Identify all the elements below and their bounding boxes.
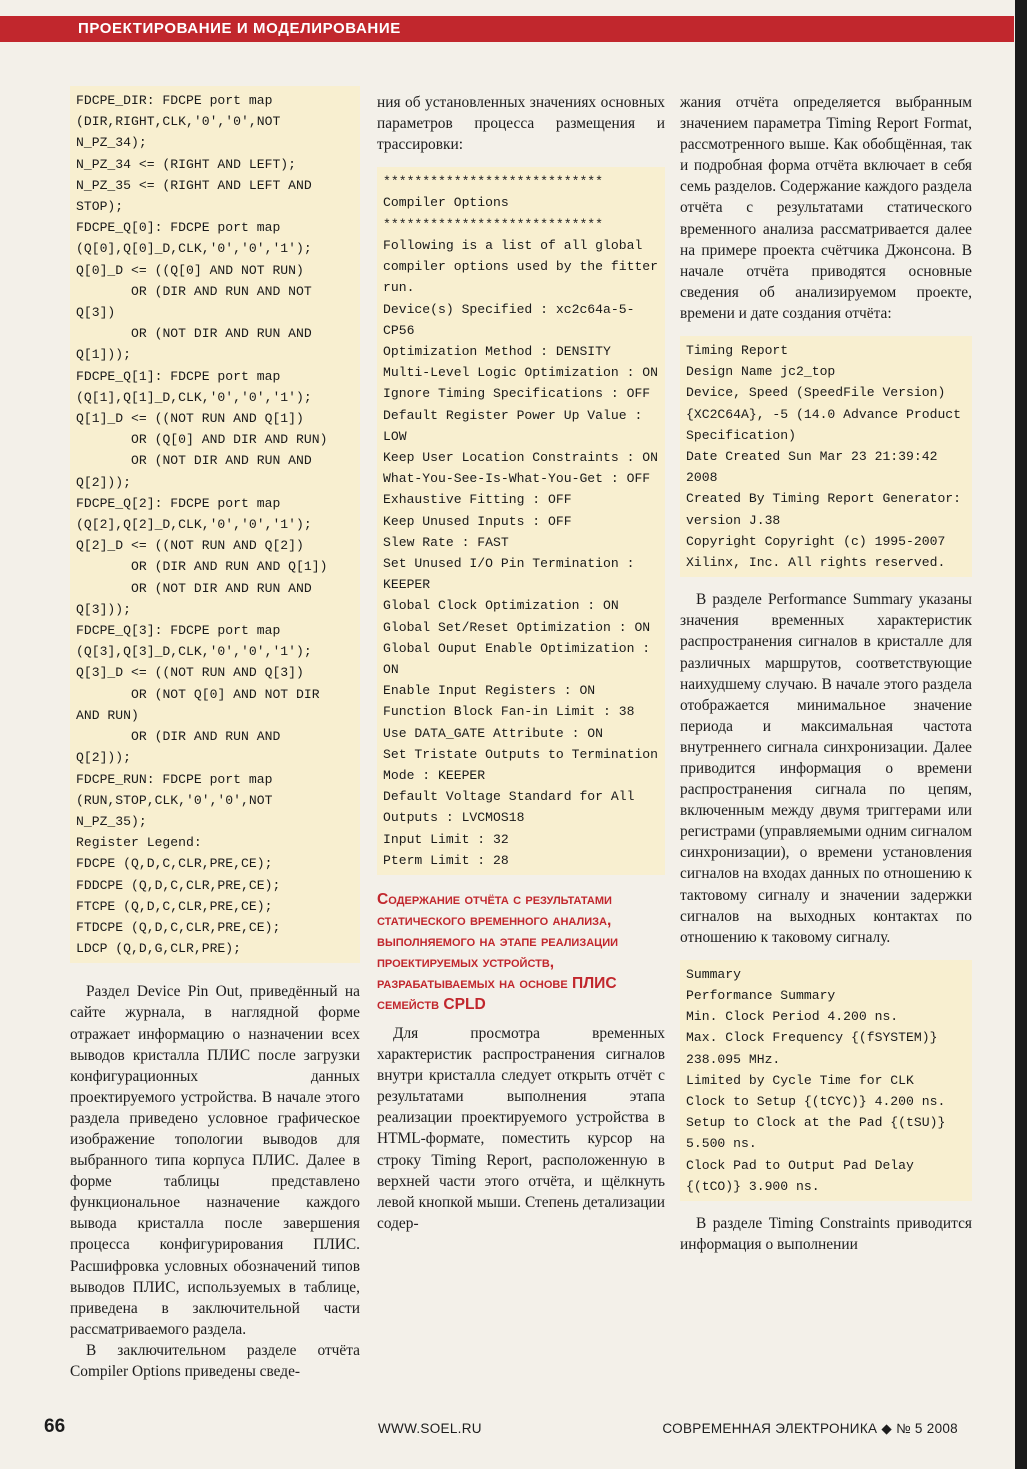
code-line: Enable Input Registers : ON	[383, 683, 596, 699]
code-line: FDCPE_Q[2]: FDCPE port map	[76, 495, 281, 511]
code-line: Design Name jc2_top	[686, 364, 836, 380]
code-line: Optimization Method : DENSITY	[383, 343, 611, 359]
website-link: WWW.SOEL.RU	[378, 1421, 482, 1436]
code-line: (Q[2],Q[2]_D,CLK,'0','0','1');	[76, 517, 312, 533]
netlist-code-block	[70, 86, 360, 963]
code-line: Ignore Timing Specifications : OFF	[383, 386, 651, 402]
page-edge	[1015, 0, 1027, 1469]
code-line: Q[3]));	[76, 601, 132, 617]
compiler-options-intro: В заключительном разделе отчёта Compiler Options приведены сведе-	[70, 1341, 360, 1381]
code-line: Q[2]));	[76, 474, 132, 490]
code-line: Keep User Location Constraints : ON	[383, 449, 659, 465]
performance-summary-paragraph: В разделе Performance Summary указаны значения временных характеристик распространения сигналов в кристалле для различных маршрутов, соответствующие наихудшему случаю. В начале этого раздела отображается минимальное значение периода и максимальная частота внутреннего сигнала синхронизации. Далее приводится информация о времени распространения сигнала по цепям, включенным между двумя триггерами или регистрами (управляемыми одним сигналом синхронизации), о времени установления сигналов на входах данных по отношению к тактовому сигналу и значении задержки сигналов на выходных контактах по отношению к таковому сигналу.	[680, 591, 972, 946]
code-line: Device, Speed (SpeedFile Version) {XC2C64A}, -5 (14.0 Advance Product Specification)	[686, 385, 969, 443]
code-line: Use DATA_GATE Attribute : ON	[383, 725, 604, 741]
col2-lead-text: ния об установленных значениях основных параметров процесса размещения и трассировки:	[377, 94, 665, 154]
code-line: Summary	[686, 966, 742, 982]
code-line: Q[1]_D <= ((NOT RUN AND Q[1])	[76, 411, 304, 427]
code-line: LDCP (Q,D,G,CLR,PRE);	[76, 941, 242, 957]
code-line: Created By Timing Report Generator: version J.38	[686, 491, 969, 528]
code-line: OR (Q[0] AND DIR AND RUN)	[76, 432, 328, 448]
code-line: Compiler Options	[383, 195, 509, 211]
device-pin-out-paragraph: Раздел Device Pin Out, приведённый на сайте журнала, в наглядной форме отражает информацию о назначении всех выводов кристалла ПЛИС после загрузки конфигурационных данных проектируемого устройства. В начале этого раздела приведено условное графическое изображение топологии выводов для выбранного типа корпуса ПЛИС. Далее в форме таблицы представлено функциональное назначение каждого вывода кристалла после завершения процесса конфигурирования ПЛИС. Расшифровка условных обозначений типов выводов ПЛИС, используемых в таблице, приведена в заключительной части рассматриваемого раздела.	[70, 983, 360, 1338]
code-line: OR (NOT Q[0] AND NOT DIR	[76, 686, 320, 702]
code-line: FDCPE_DIR: FDCPE port map	[76, 93, 273, 108]
column-right	[680, 86, 972, 1255]
code-line: Copyright Copyright (c) 1995-2007 Xilinx, Inc. All rights reserved.	[686, 533, 954, 571]
code-line: (DIR,RIGHT,CLK,'0','0',NOT	[76, 114, 281, 130]
code-line: Register Legend:	[76, 835, 202, 851]
code-line: Setup to Clock at the Pad {(tSU)} 5.500 ns.	[686, 1115, 954, 1152]
timing-constraints-paragraph: В разделе Timing Constraints приводится информация о выполнении	[680, 1215, 972, 1254]
code-line: FDDCPE (Q,D,C,CLR,PRE,CE);	[76, 877, 281, 893]
code-line: Global Set/Reset Optimization : ON	[383, 619, 651, 635]
page-number: 66	[44, 1416, 66, 1437]
col1-text	[70, 981, 360, 1382]
code-line: Performance Summary	[686, 988, 836, 1004]
code-line: FDCPE_RUN: FDCPE port map	[76, 771, 273, 787]
code-line: (Q[0],Q[0]_D,CLK,'0','0','1');	[76, 241, 312, 257]
code-line: Default Voltage Standard for All Outputs : LVCMOS18	[383, 789, 643, 826]
code-line: Timing Report	[686, 343, 789, 359]
code-line: Keep Unused Inputs : OFF	[383, 513, 572, 529]
section-title: ПРОЕКТИРОВАНИЕ И МОДЕЛИРОВАНИЕ	[78, 20, 401, 37]
code-line: Max. Clock Frequency {(fSYSTEM)} 238.095 MHz.	[686, 1030, 946, 1067]
code-line: AND RUN)	[76, 707, 139, 723]
code-line: OR (DIR AND RUN AND Q[1])	[76, 559, 328, 575]
code-line: Default Register Power Up Value : LOW	[383, 407, 651, 444]
code-line: STOP);	[76, 199, 124, 215]
col3-lead-text: жания отчёта определяется выбранным значением параметра Timing Report Format, рассмотренного выше. Как обобщённая, так и подробная форма отчёта включает в себя семь разделов. Содержание каждого раздела отчёта с результатами статического временного анализа рассматривается далее на примере проекта счётчика Джонсона. В начале отчёта приводятся основные сведения об анализируемом проекте, времени и дате создания отчёта:	[680, 94, 972, 322]
code-line: OR (DIR AND RUN AND	[76, 729, 281, 745]
code-line: Clock Pad to Output Pad Delay {(tCO)} 3.900 ns.	[686, 1157, 922, 1194]
code-line: Limited by Cycle Time for CLK	[686, 1072, 914, 1088]
code-line: Q[2]_D <= ((NOT RUN AND Q[2])	[76, 538, 304, 554]
col2-text	[377, 1023, 665, 1234]
code-line: FTCPE (Q,D,C,CLR,PRE,CE);	[76, 898, 273, 914]
code-line: What-You-See-Is-What-You-Get : OFF	[383, 471, 651, 487]
code-line: (RUN,STOP,CLK,'0','0',NOT	[76, 792, 273, 808]
code-line: ****************************	[383, 216, 604, 232]
code-line: Clock to Setup {(tCYC)} 4.200 ns.	[686, 1094, 946, 1110]
code-line: Following is a list of all global compiler options used by the fitter run.	[383, 237, 666, 296]
page-footer	[0, 1413, 1014, 1443]
section-header-bar	[0, 16, 1014, 42]
code-line: Slew Rate : FAST	[383, 534, 509, 550]
code-line: Q[1]));	[76, 347, 132, 363]
code-line: FTDCPE (Q,D,C,CLR,PRE,CE);	[76, 919, 281, 935]
code-line: ****************************	[383, 174, 604, 190]
code-line: Device(s) Specified : xc2c64a-5-CP56	[383, 301, 635, 338]
code-line: Q[3])	[76, 305, 116, 321]
code-line: OR (NOT DIR AND RUN AND	[76, 580, 312, 596]
code-line: Min. Clock Period 4.200 ns.	[686, 1009, 899, 1025]
column-middle	[377, 86, 665, 1234]
code-line: Function Block Fan-in Limit : 38	[383, 704, 635, 720]
code-line: Multi-Level Logic Optimization : ON	[383, 365, 659, 381]
code-line: Global Ouput Enable Optimization : ON	[383, 640, 659, 677]
col3-lead	[680, 92, 972, 324]
code-line: FDCPE_Q[1]: FDCPE port map	[76, 368, 281, 384]
code-line: N_PZ_35);	[76, 813, 147, 829]
code-line: N_PZ_34);	[76, 135, 147, 151]
code-line: Set Unused I/O Pin Termination : KEEPER	[383, 555, 643, 593]
col3-text-1	[680, 589, 972, 948]
code-line: N_PZ_35 <= (RIGHT AND LEFT AND	[76, 177, 312, 193]
code-line: OR (NOT DIR AND RUN AND	[76, 453, 312, 469]
timing-report-header-code	[680, 336, 972, 577]
code-line: OR (NOT DIR AND RUN AND	[76, 326, 312, 342]
col2-lead	[377, 92, 665, 155]
code-line: Set Tristate Outputs to Termination Mode : KEEPER	[383, 746, 666, 783]
col3-text-2	[680, 1213, 972, 1255]
column-left	[70, 86, 360, 1382]
code-line: Q[2]));	[76, 750, 132, 766]
code-line: FDCPE_Q[0]: FDCPE port map	[76, 220, 281, 236]
performance-summary-code	[680, 960, 972, 1201]
code-line: OR (DIR AND RUN AND NOT	[76, 283, 312, 299]
code-line: FDCPE_Q[3]: FDCPE port map	[76, 623, 281, 639]
code-line: Q[3]_D <= ((NOT RUN AND Q[3])	[76, 665, 304, 681]
code-line: Pterm Limit : 28	[383, 852, 509, 868]
code-line: Global Clock Optimization : ON	[383, 598, 619, 614]
code-line: (Q[1],Q[1]_D,CLK,'0','0','1');	[76, 389, 312, 405]
timing-report-paragraph: Для просмотра временных характеристик распространения сигналов внутри кристалла следует открыть отчёт с результатами выполнения этапа реализации проектируемого устройства в HTML-формате, поместить курсор на строку Timing Report, расположенную в верхней части этого отчёта, и щёлкнуть левой кнопкой мыши. Степень детализации содер-	[377, 1024, 665, 1232]
code-line: (Q[3],Q[3]_D,CLK,'0','0','1');	[76, 644, 312, 660]
journal-title: СОВРЕМЕННАЯ ЭЛЕКТРОНИКА ◆ № 5 2008	[662, 1421, 958, 1436]
code-line: Date Created Sun Mar 23 21:39:42 2008	[686, 449, 946, 486]
code-line: Q[0]_D <= ((Q[0] AND NOT RUN)	[76, 262, 304, 278]
compiler-options-code-block	[377, 167, 665, 875]
code-line: FDCPE (Q,D,C,CLR,PRE,CE);	[76, 856, 273, 872]
section-heading: Содержание отчёта с результатами статического временного анализа, выполняемого на этапе реализации проектируемых устройств, разрабатываемых на основе ПЛИС семейств CPLD	[377, 890, 619, 1013]
code-line: Exhaustive Fitting : OFF	[383, 492, 572, 508]
code-line: Input Limit : 32	[383, 831, 509, 847]
code-line: N_PZ_34 <= (RIGHT AND LEFT);	[76, 156, 297, 172]
